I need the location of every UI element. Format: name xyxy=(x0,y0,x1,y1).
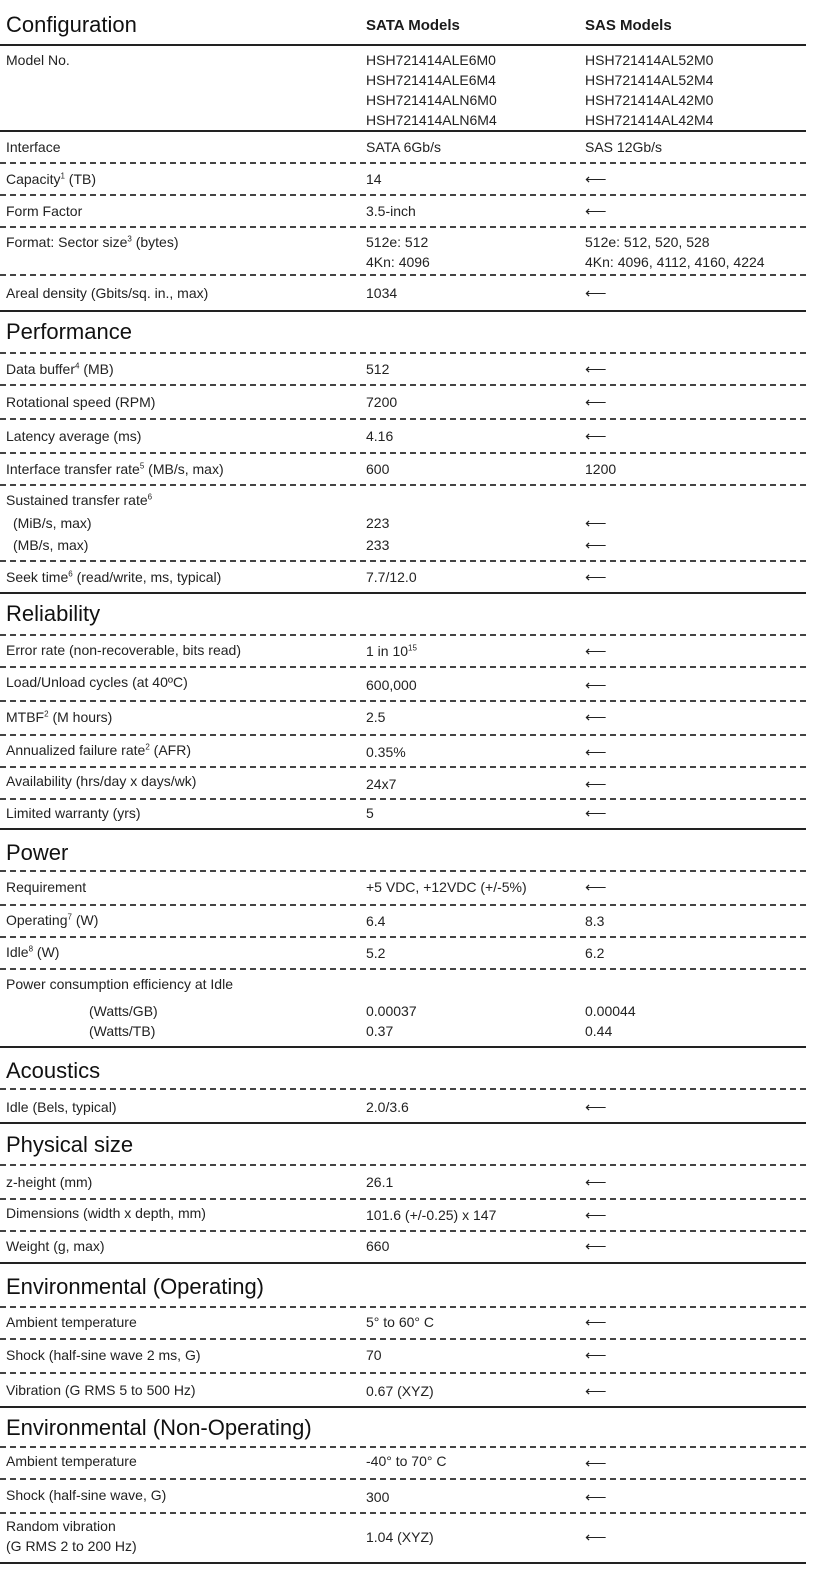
row-label: Capacity$^1$ (TB) xyxy=(6,171,97,187)
row-label: Sustained transfer rate$^6$ xyxy=(6,492,153,508)
row-label: Latency average (ms) xyxy=(6,428,142,444)
row-sublabel: (Watts/GB) xyxy=(89,1003,158,1019)
row-label: Requirement xyxy=(6,879,87,895)
row-operating-shock xyxy=(0,1340,806,1374)
sata-value: 0.00037 xyxy=(366,1003,417,1019)
sas-value: 1200 xyxy=(585,461,617,477)
row-sublabel: (MiB/s, max) xyxy=(13,515,92,531)
sata-value: 6.4 xyxy=(366,913,386,929)
same-as-sata-arrow-icon: ⟵ xyxy=(585,1207,607,1224)
row-operating-temperature xyxy=(0,1308,806,1340)
same-as-sata-arrow-icon: ⟵ xyxy=(585,677,607,694)
row-interface xyxy=(0,132,806,164)
row-power-efficiency xyxy=(0,970,806,1048)
sas-value: HSH721414AL42M4 xyxy=(585,112,714,128)
row-label: Limited warranty (yrs) xyxy=(6,805,141,821)
section-title: Acoustics xyxy=(6,1058,101,1083)
sata-value: 0.37 xyxy=(366,1023,394,1039)
row-label: Ambient temperature xyxy=(6,1314,137,1330)
row-non-operating-temperature xyxy=(0,1448,806,1480)
sata-value: 24x7 xyxy=(366,776,397,792)
row-weight xyxy=(0,1232,806,1264)
row-form-factor xyxy=(0,196,806,228)
row-areal-density xyxy=(0,276,806,312)
sata-value: 2.0/3.6 xyxy=(366,1099,409,1115)
sata-value: 26.1 xyxy=(366,1174,394,1190)
same-as-sata-arrow-icon: ⟵ xyxy=(585,744,607,761)
same-as-sata-arrow-icon: ⟵ xyxy=(585,1314,607,1331)
row-limited-warranty xyxy=(0,800,806,830)
row-sublabel: (Watts/TB) xyxy=(89,1023,156,1039)
row-availability xyxy=(0,768,806,800)
row-format xyxy=(0,228,806,276)
row-label: Seek time$^6$ (read/write, ms, typical) xyxy=(6,569,222,585)
same-as-sata-arrow-icon: ⟵ xyxy=(585,776,607,793)
same-as-sata-arrow-icon: ⟵ xyxy=(585,1383,607,1400)
section-title: Environmental (Operating) xyxy=(6,1274,265,1299)
sas-value: 4Kn: 4096, 4112, 4160, 4224 xyxy=(585,254,765,270)
sata-value: 101.6 (+/-0.25) x 147 xyxy=(366,1207,497,1223)
row-interface-transfer-rate xyxy=(0,454,806,486)
sas-column-header: SAS Models xyxy=(585,17,672,34)
row-seek-time xyxy=(0,562,806,594)
same-as-sata-arrow-icon: ⟵ xyxy=(585,1489,607,1506)
sas-value: HSH721414AL42M0 xyxy=(585,92,714,108)
sata-column-header: SATA Models xyxy=(366,17,460,34)
sas-value: SAS 12Gb/s xyxy=(585,139,663,155)
row-acoustics-idle xyxy=(0,1090,806,1124)
row-label: Load/Unload cycles (at 40ºC) xyxy=(6,674,188,690)
row-label: Weight (g, max) xyxy=(6,1238,105,1254)
sata-value: 660 xyxy=(366,1238,390,1254)
row-operating-vibration xyxy=(0,1374,806,1408)
sata-value: +5 VDC, +12VDC (+/-5%) xyxy=(366,879,527,895)
same-as-sata-arrow-icon: ⟵ xyxy=(585,643,607,660)
row-latency xyxy=(0,420,806,454)
configuration-title: Configuration xyxy=(6,12,137,37)
row-label: Interface transfer rate$^5$ (MB/s, max) xyxy=(6,461,224,477)
row-label: Ambient temperature xyxy=(6,1453,137,1469)
same-as-sata-arrow-icon: ⟵ xyxy=(585,1455,607,1472)
same-as-sata-arrow-icon: ⟵ xyxy=(585,171,607,188)
row-idle-power xyxy=(0,938,806,970)
sata-value: 0.67 (XYZ) xyxy=(366,1383,434,1399)
sata-value: 1 in $10^{15}$ xyxy=(366,643,417,659)
sata-value: HSH721414ALN6M4 xyxy=(366,112,497,128)
same-as-sata-arrow-icon: ⟵ xyxy=(585,537,607,554)
sata-value: SATA 6Gb/s xyxy=(366,139,441,155)
sas-value: HSH721414AL52M4 xyxy=(585,72,714,88)
sata-value: 233 xyxy=(366,537,390,553)
sata-value: 600,000 xyxy=(366,677,417,693)
section-title: Performance xyxy=(6,319,132,344)
row-annualized-failure-rate xyxy=(0,736,806,768)
physical-size-header xyxy=(0,1124,806,1166)
same-as-sata-arrow-icon: ⟵ xyxy=(585,805,607,822)
sata-value: HSH721414ALN6M0 xyxy=(366,92,497,108)
sas-value: 8.3 xyxy=(585,913,605,929)
same-as-sata-arrow-icon: ⟵ xyxy=(585,515,607,532)
sata-value: 512 xyxy=(366,361,390,377)
row-operating-power xyxy=(0,906,806,938)
row-label: Error rate (non-recoverable, bits read) xyxy=(6,642,241,658)
reliability-header xyxy=(0,594,806,636)
row-requirement xyxy=(0,872,806,906)
row-label: Idle$^8$ (W) xyxy=(6,944,60,960)
sata-value: 2.5 xyxy=(366,709,386,725)
row-error-rate xyxy=(0,636,806,668)
sas-value: 0.44 xyxy=(585,1023,613,1039)
row-label: Data buffer$^4$ (MB) xyxy=(6,361,114,377)
row-label: Shock (half-sine wave 2 ms, G) xyxy=(6,1347,201,1363)
sata-value: 300 xyxy=(366,1489,390,1505)
row-label: Annualized failure rate$^2$ (AFR) xyxy=(6,742,191,758)
row-dimensions xyxy=(0,1200,806,1232)
same-as-sata-arrow-icon: ⟵ xyxy=(585,709,607,726)
sata-value: 14 xyxy=(366,171,382,187)
row-label: Vibration (G RMS 5 to 500 Hz) xyxy=(6,1382,196,1398)
row-z-height xyxy=(0,1166,806,1200)
sas-value: 512e: 512, 520, 528 xyxy=(585,234,710,250)
configuration-header xyxy=(0,0,806,46)
sata-value: 3.5-inch xyxy=(366,203,416,219)
sata-value: 1.04 (XYZ) xyxy=(366,1529,434,1545)
row-label: Interface xyxy=(6,139,61,155)
sata-value: 0.35% xyxy=(366,744,406,760)
sas-value: 0.00044 xyxy=(585,1003,636,1019)
section-title: Reliability xyxy=(6,601,101,626)
same-as-sata-arrow-icon: ⟵ xyxy=(585,1238,607,1255)
row-label: Model No. xyxy=(6,52,70,68)
row-sublabel: (MB/s, max) xyxy=(13,537,89,553)
sata-value: 512e: 512 xyxy=(366,234,429,250)
section-title: Power xyxy=(6,840,69,865)
performance-header xyxy=(0,312,806,354)
sata-value: 600 xyxy=(366,461,390,477)
row-label-line-2: (G RMS 2 to 200 Hz) xyxy=(6,1538,137,1554)
same-as-sata-arrow-icon: ⟵ xyxy=(585,361,607,378)
same-as-sata-arrow-icon: ⟵ xyxy=(585,1347,607,1364)
row-mtbf xyxy=(0,702,806,736)
row-label: Areal density (Gbits/sq. in., max) xyxy=(6,285,209,301)
row-label: Availability (hrs/day x days/wk) xyxy=(6,773,197,789)
row-label: Operating$^7$ (W) xyxy=(6,912,99,928)
acoustics-header xyxy=(0,1048,806,1090)
section-title: Physical size xyxy=(6,1132,134,1157)
same-as-sata-arrow-icon: ⟵ xyxy=(585,1099,607,1116)
sata-value: 5.2 xyxy=(366,945,386,961)
row-capacity xyxy=(0,164,806,196)
row-model-no xyxy=(0,46,806,132)
section-title: Environmental (Non-Operating) xyxy=(6,1415,312,1440)
row-label: MTBF$^2$ (M hours) xyxy=(6,709,113,725)
row-label: Idle (Bels, typical) xyxy=(6,1099,117,1115)
row-label: Form Factor xyxy=(6,203,83,219)
same-as-sata-arrow-icon: ⟵ xyxy=(585,879,607,896)
power-header xyxy=(0,830,806,872)
row-label: Power consumption efficiency at Idle xyxy=(6,976,233,992)
sata-value: 4Kn: 4096 xyxy=(366,254,430,270)
sata-value: HSH721414ALE6M0 xyxy=(366,52,496,68)
sata-value: 7.7/12.0 xyxy=(366,569,417,585)
environmental-non-operating-header xyxy=(0,1408,806,1448)
sas-value: 6.2 xyxy=(585,945,605,961)
row-load-unload-cycles xyxy=(0,668,806,702)
sata-value: 4.16 xyxy=(366,428,394,444)
same-as-sata-arrow-icon: ⟵ xyxy=(585,569,607,586)
sata-value: 5 xyxy=(366,805,374,821)
same-as-sata-arrow-icon: ⟵ xyxy=(585,394,607,411)
row-sustained-transfer-rate xyxy=(0,486,806,562)
sas-value: HSH721414AL52M0 xyxy=(585,52,714,68)
same-as-sata-arrow-icon: ⟵ xyxy=(585,203,607,220)
row-label: z-height (mm) xyxy=(6,1174,93,1190)
row-non-operating-shock xyxy=(0,1480,806,1514)
sata-value: 70 xyxy=(366,1347,382,1363)
same-as-sata-arrow-icon: ⟵ xyxy=(585,285,607,302)
row-rotational-speed xyxy=(0,386,806,420)
same-as-sata-arrow-icon: ⟵ xyxy=(585,428,607,445)
row-label: Rotational speed (RPM) xyxy=(6,394,156,410)
row-data-buffer xyxy=(0,354,806,386)
sata-value: 7200 xyxy=(366,394,398,410)
sata-value: 223 xyxy=(366,515,390,531)
sata-value: 1034 xyxy=(366,285,398,301)
same-as-sata-arrow-icon: ⟵ xyxy=(585,1529,607,1546)
row-label: Shock (half-sine wave, G) xyxy=(6,1487,167,1503)
row-label: Random vibration xyxy=(6,1518,116,1534)
sata-value: 5° to 60° C xyxy=(366,1314,435,1330)
row-label: Format: Sector size$^3$ (bytes) xyxy=(6,234,179,250)
sata-value: -40° to 70° C xyxy=(366,1453,447,1469)
environmental-operating-header xyxy=(0,1264,806,1308)
sata-value: HSH721414ALE6M4 xyxy=(366,72,496,88)
row-random-vibration xyxy=(0,1514,806,1564)
row-label: Dimensions (width x depth, mm) xyxy=(6,1205,206,1221)
same-as-sata-arrow-icon: ⟵ xyxy=(585,1174,607,1191)
